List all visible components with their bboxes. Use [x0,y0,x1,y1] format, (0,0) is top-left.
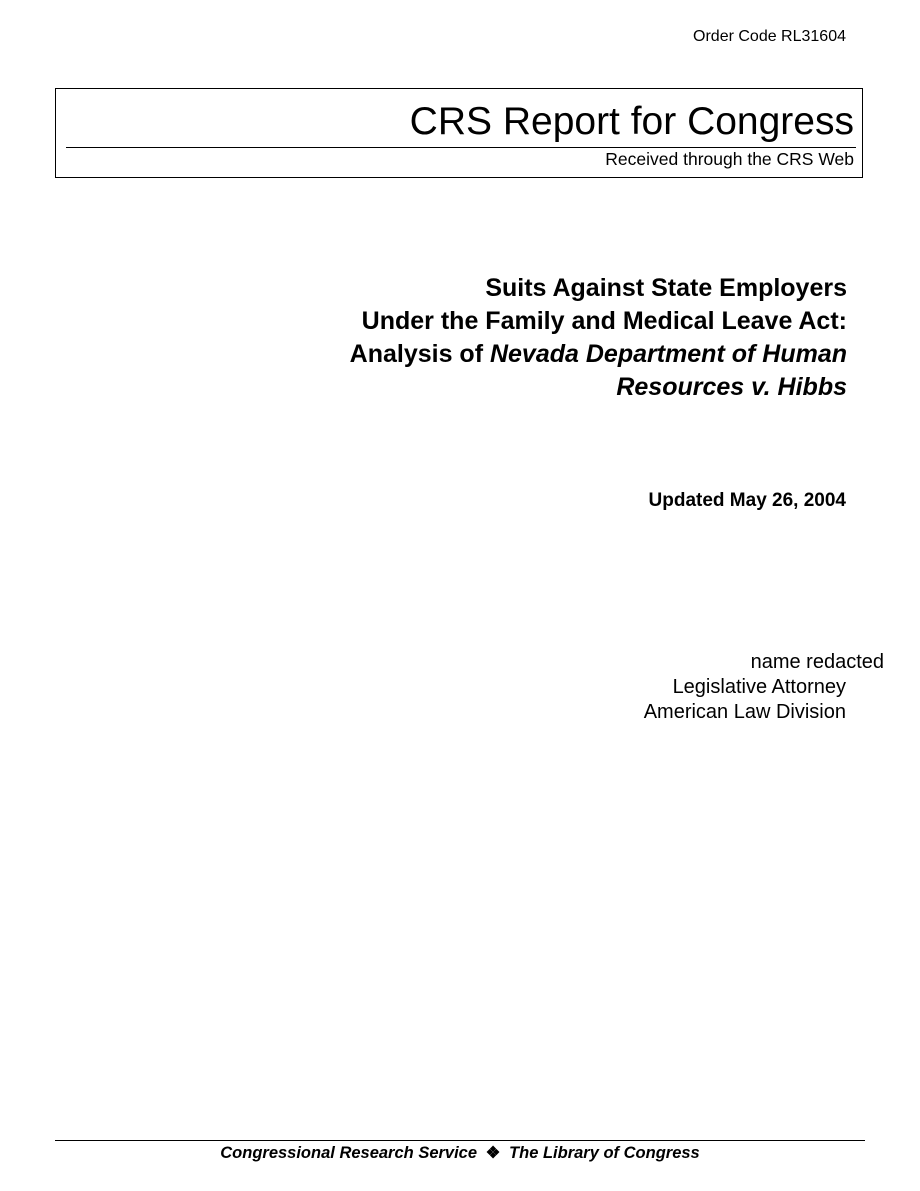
author-position: Legislative Attorney [672,676,846,698]
title-line-4 [350,371,847,404]
title-line-4-case-name: Resources v. Hibbs [616,373,847,401]
updated-date: Updated May 26, 2004 [648,490,846,511]
footer-divider [55,1140,865,1141]
header-title: CRS Report for Congress [409,100,854,143]
order-code: Order Code RL31604 [693,28,846,45]
footer-separator: ❖ [485,1144,501,1162]
footer-library: The Library of Congress [509,1144,700,1162]
author-name: name redacted [750,651,884,673]
title-line-3 [350,338,847,371]
footer [0,1143,920,1163]
author-block [643,650,884,725]
title-line-2: Under the Family and Medical Leave Act: [361,307,847,335]
title-line-3-prefix: Analysis of [349,340,490,368]
author-division: American Law Division [643,701,846,723]
title-line-1: Suits Against State Employers [485,274,847,302]
header-subtitle: Received through the CRS Web [605,149,854,169]
title-line-3-case-name: Nevada Department of Human [489,340,847,368]
report-title [350,272,847,404]
footer-crs: Congressional Research Service [220,1144,478,1162]
report-header-box [55,88,863,178]
